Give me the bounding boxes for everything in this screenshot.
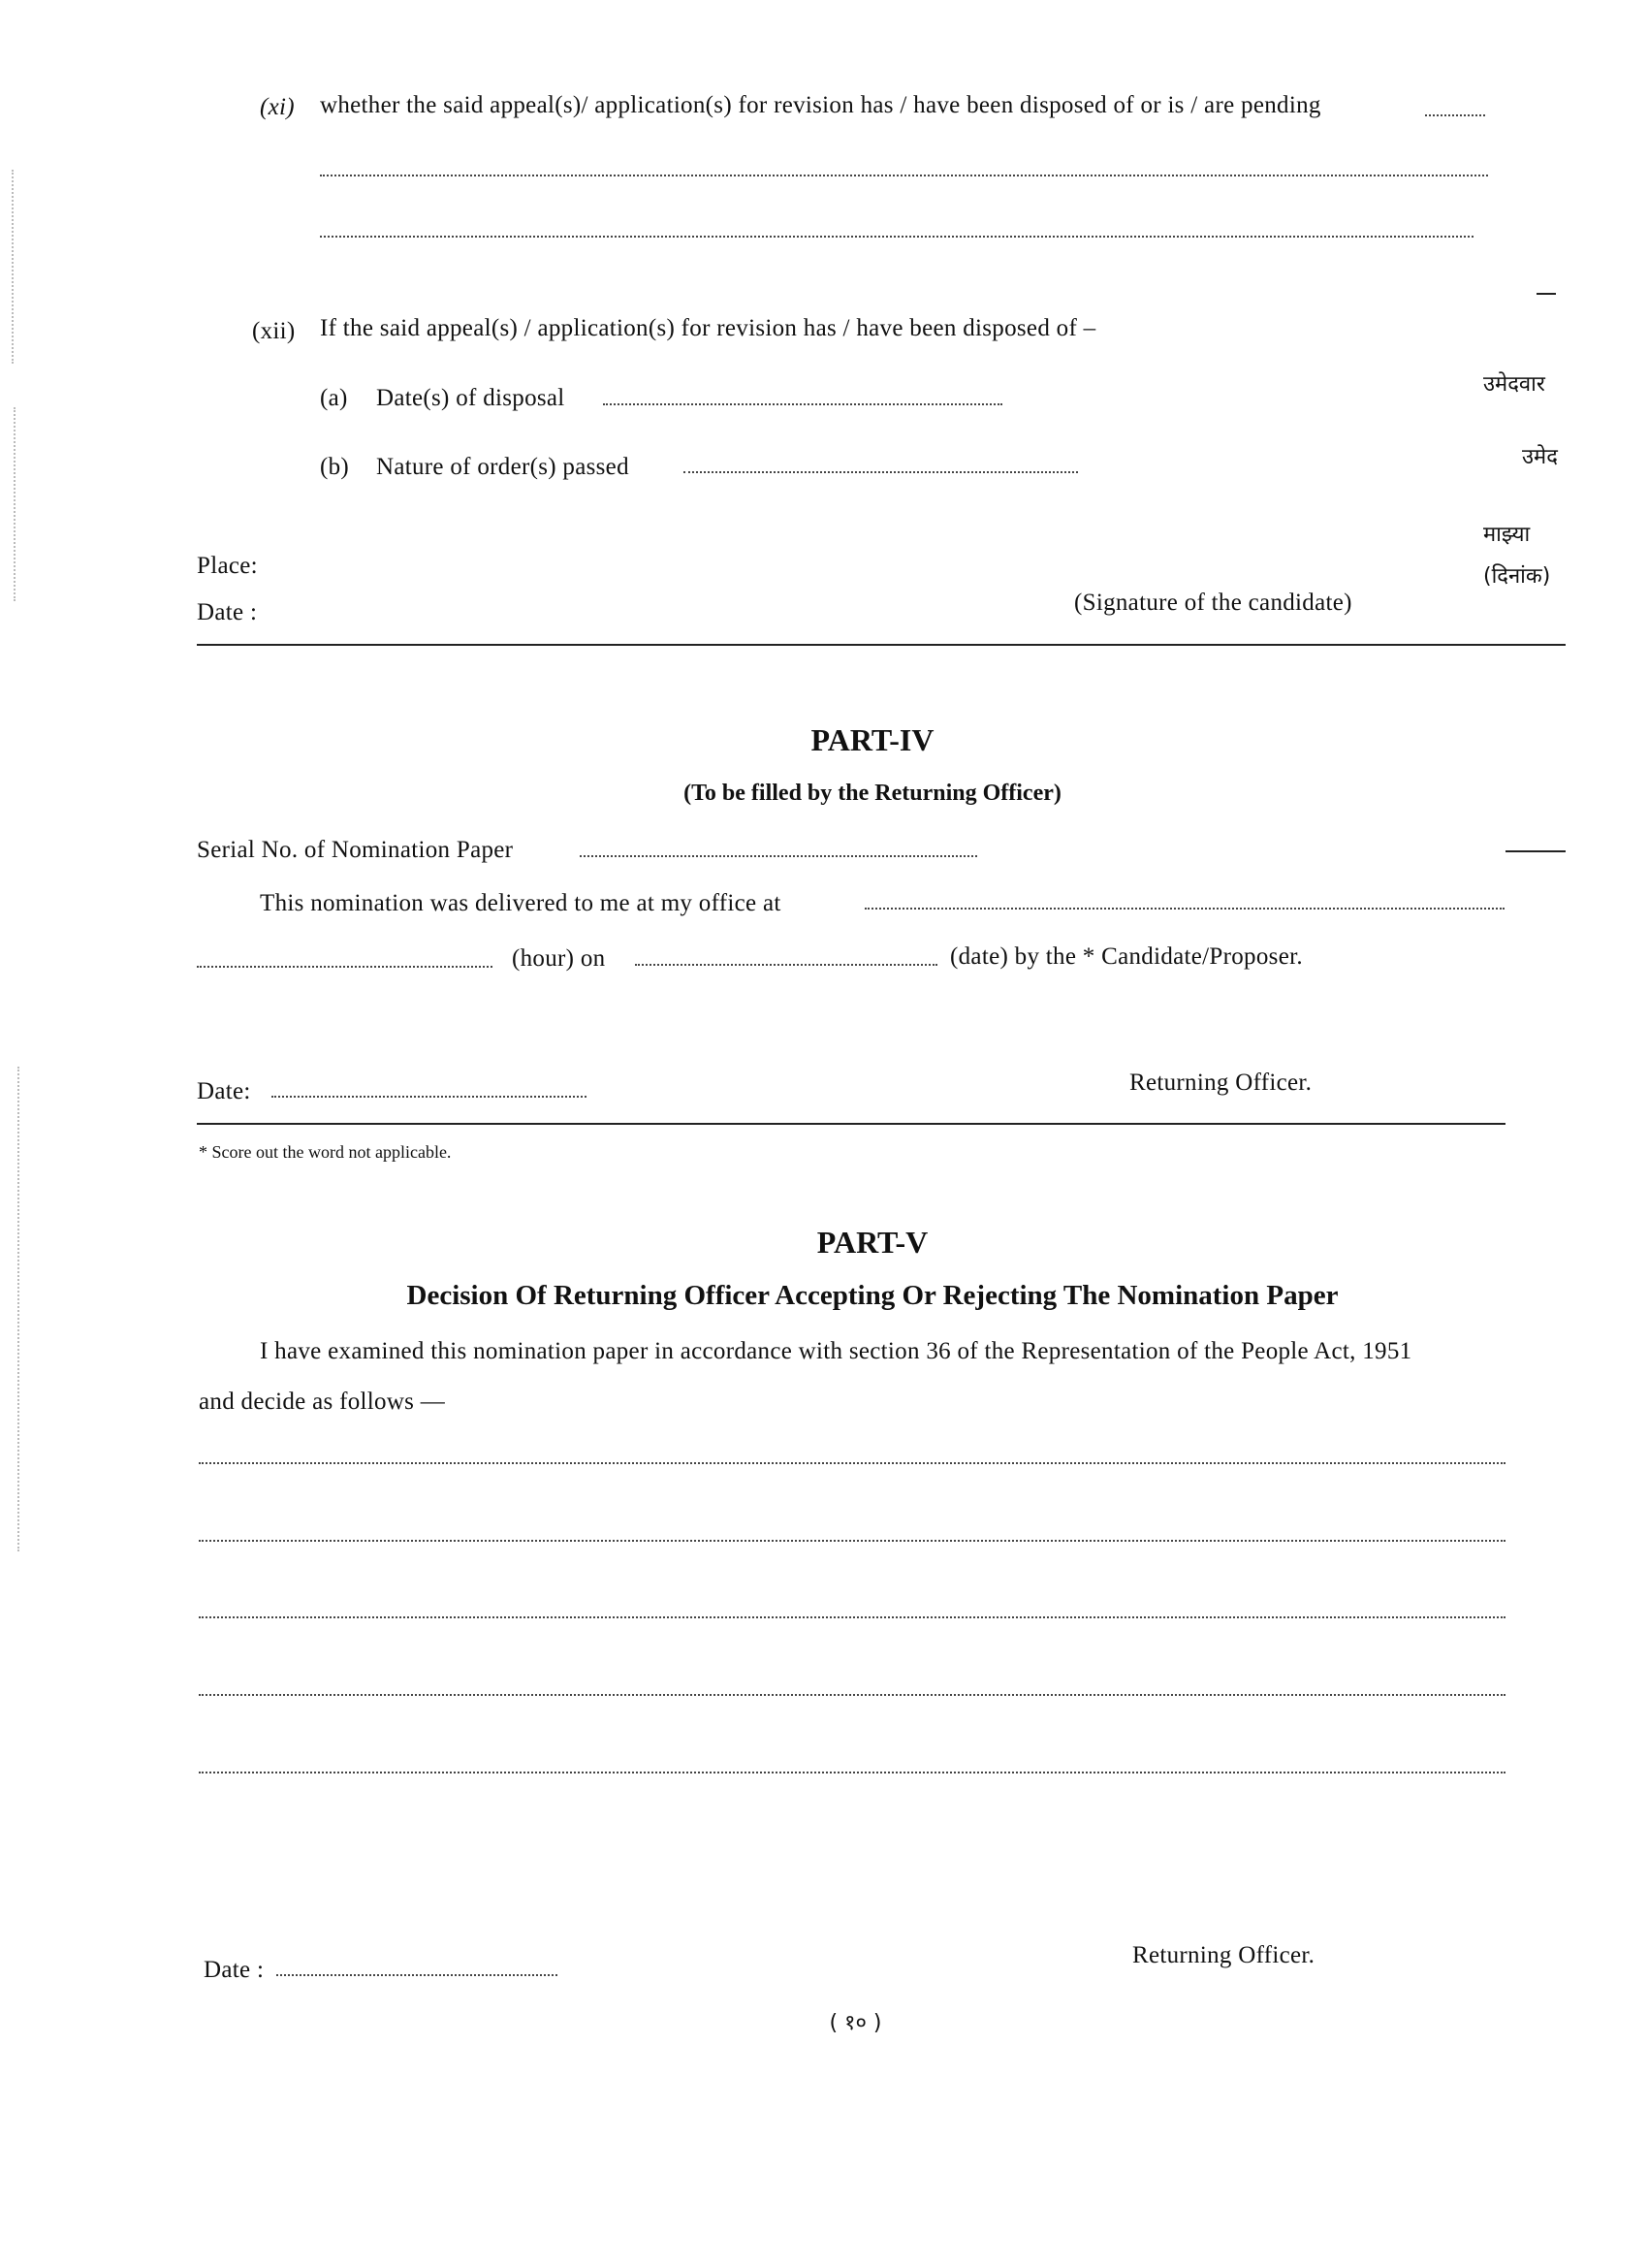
decision-fill-line[interactable] bbox=[199, 1540, 1505, 1542]
office-field[interactable] bbox=[865, 908, 1505, 910]
item-xii-text: If the said appeal(s) / application(s) for revision has / have been disposed of – bbox=[320, 315, 1096, 341]
serial-label: Serial No. of Nomination Paper bbox=[197, 837, 514, 863]
item-xi-number: (xi) bbox=[260, 94, 295, 120]
serial-number-field[interactable] bbox=[580, 855, 977, 857]
scan-noise-left bbox=[12, 170, 14, 364]
margin-fragment: उमेदवार bbox=[1483, 372, 1545, 397]
signature-label: (Signature of the candidate) bbox=[1074, 590, 1352, 616]
item-xi-text: whether the said appeal(s)/ application(s) for revision has / have been disposed of or is / are pending bbox=[320, 92, 1321, 118]
section-divider bbox=[197, 644, 1566, 646]
page-number: ( १० ) bbox=[829, 2011, 882, 2035]
margin-mark bbox=[1505, 850, 1566, 852]
item-xii-b-text: Nature of order(s) passed bbox=[376, 454, 629, 480]
decision-paragraph-line1: I have examined this nomination paper in accordance with section 36 of the Representation of the People Act, 1951 bbox=[260, 1338, 1412, 1364]
margin-fragment: माझ्या bbox=[1483, 523, 1531, 547]
item-xii-b-label: (b) bbox=[320, 454, 350, 480]
decision-fill-line[interactable] bbox=[199, 1694, 1505, 1696]
part-iv-date-field[interactable] bbox=[271, 1096, 586, 1098]
part-v-date-label: Date : bbox=[204, 1957, 265, 1983]
part-iv-title: PART-IV bbox=[810, 722, 935, 757]
scan-noise-left bbox=[14, 407, 16, 601]
date-label: Date : bbox=[197, 599, 258, 625]
hour-label: (hour) on bbox=[512, 945, 606, 972]
part-iv-officer-label: Returning Officer. bbox=[1129, 1070, 1313, 1096]
part-v-officer-label: Returning Officer. bbox=[1132, 1942, 1315, 1968]
part-v-title: PART-V bbox=[816, 1225, 929, 1260]
item-xi-fill-line[interactable] bbox=[320, 175, 1488, 176]
margin-mark bbox=[1537, 293, 1556, 295]
part-iv-date-label: Date: bbox=[197, 1078, 251, 1104]
decision-paragraph-line2: and decide as follows — bbox=[199, 1389, 446, 1415]
part-iv-subtitle: (To be filled by the Returning Officer) bbox=[683, 781, 1062, 806]
place-label: Place: bbox=[197, 553, 258, 579]
date-by-text: (date) by the * Candidate/Proposer. bbox=[950, 943, 1303, 970]
item-xii-number: (xii) bbox=[252, 318, 296, 344]
item-xi-fill-line[interactable] bbox=[1425, 114, 1485, 116]
decision-fill-line[interactable] bbox=[199, 1772, 1505, 1773]
margin-fragment: (दिनांक) bbox=[1483, 564, 1551, 589]
date-field[interactable] bbox=[635, 964, 937, 966]
part-v-date-field[interactable] bbox=[276, 1974, 557, 1976]
item-xii-a-text: Date(s) of disposal bbox=[376, 385, 565, 411]
delivered-text: This nomination was delivered to me at my office at bbox=[260, 890, 781, 916]
margin-fragment: उमेद bbox=[1522, 445, 1558, 469]
hour-field[interactable] bbox=[197, 966, 492, 968]
item-xii-a-label: (a) bbox=[320, 385, 348, 411]
section-divider bbox=[197, 1123, 1505, 1125]
nature-of-orders-field[interactable] bbox=[683, 471, 1078, 473]
footnote: * Score out the word not applicable. bbox=[199, 1142, 452, 1162]
date-of-disposal-field[interactable] bbox=[603, 403, 1002, 405]
part-v-subtitle: Decision Of Returning Officer Accepting Or Rejecting The Nomination Paper bbox=[406, 1280, 1339, 1311]
item-xi-fill-line[interactable] bbox=[320, 236, 1474, 238]
decision-fill-line[interactable] bbox=[199, 1616, 1505, 1618]
decision-fill-line[interactable] bbox=[199, 1462, 1505, 1464]
